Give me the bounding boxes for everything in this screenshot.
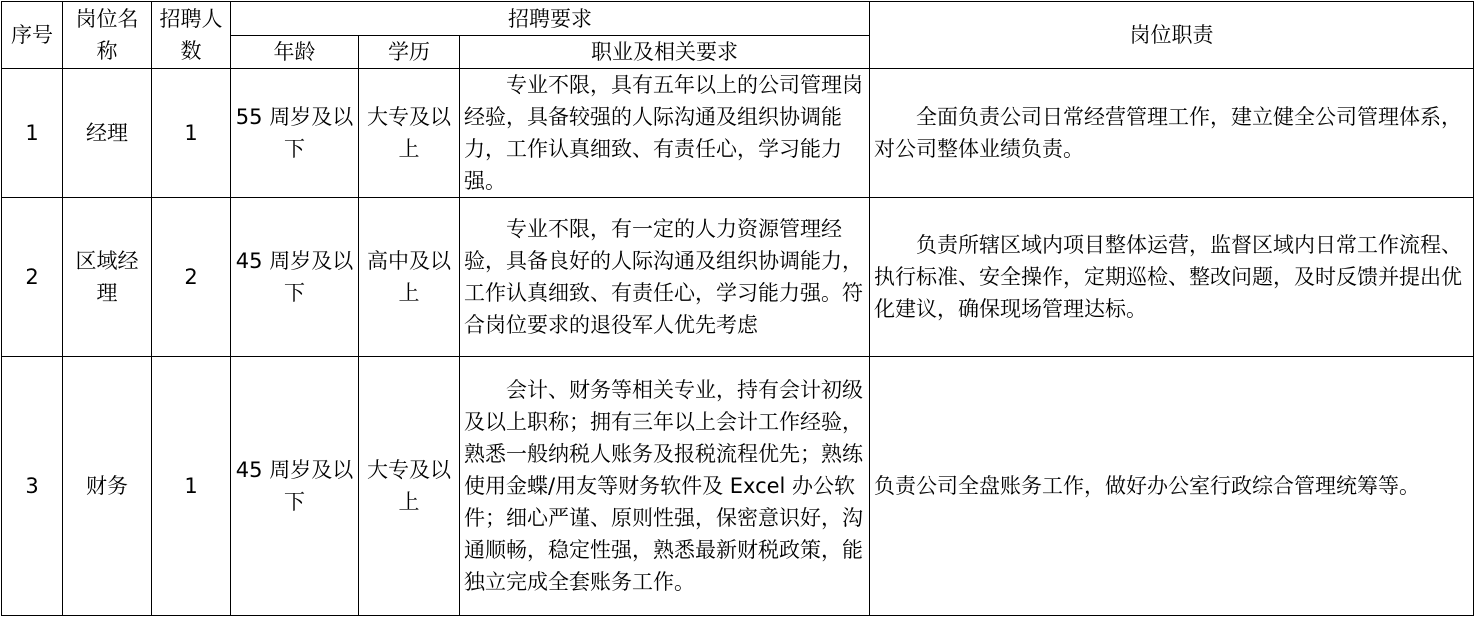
row-age: 55 周岁及以下 xyxy=(231,69,359,198)
table-row xyxy=(2,198,1474,357)
header-age: 年龄 xyxy=(231,36,359,69)
row-count: 1 xyxy=(152,357,231,616)
row-index: 3 xyxy=(2,357,63,616)
header-position: 岗位名称 xyxy=(63,2,152,69)
header-count: 招聘人数 xyxy=(152,2,231,69)
recruitment-table xyxy=(1,1,1474,616)
header-education: 学历 xyxy=(359,36,460,69)
row-index: 2 xyxy=(2,198,63,357)
row-position: 财务 xyxy=(63,357,152,616)
row-qualifications: 专业不限，有一定的人力资源管理经验，具备良好的人际沟通及组织协调能力，工作认真细致、有责任心，学习能力强。符合岗位要求的退役军人优先考虑 xyxy=(460,198,870,357)
row-duties: 负责公司全盘账务工作，做好办公室行政综合管理统筹等。 xyxy=(870,357,1474,616)
row-index: 1 xyxy=(2,69,63,198)
header-index: 序号 xyxy=(2,2,63,69)
row-duties: 全面负责公司日常经营管理工作，建立健全公司管理体系，对公司整体业绩负责。 xyxy=(870,69,1474,198)
row-qualifications: 专业不限，具有五年以上的公司管理岗经验，具备较强的人际沟通及组织协调能力，工作认真细致、有责任心，学习能力强。 xyxy=(460,69,870,198)
row-duties: 负责所辖区域内项目整体运营，监督区域内日常工作流程、执行标准、安全操作，定期巡检、整改问题，及时反馈并提出优化建议，确保现场管理达标。 xyxy=(870,198,1474,357)
header-duties: 岗位职责 xyxy=(870,2,1474,69)
row-position: 经理 xyxy=(63,69,152,198)
table-row xyxy=(2,357,1474,616)
table-row xyxy=(2,69,1474,198)
row-age: 45 周岁及以下 xyxy=(231,198,359,357)
header-qualifications: 职业及相关要求 xyxy=(460,36,870,69)
row-age: 45 周岁及以下 xyxy=(231,357,359,616)
row-qualifications: 会计、财务等相关专业，持有会计初级及以上职称；拥有三年以上会计工作经验，熟悉一般纳税人账务及报税流程优先；熟练使用金蝶/用友等财务软件及 Excel 办公软件；细心严谨、原则性强，保密意识好，沟通顺畅，稳定性强，熟悉最新财税政策，能独立完成全套账务工作。 xyxy=(460,357,870,616)
header-requirements-group: 招聘要求 xyxy=(231,2,870,36)
row-count: 1 xyxy=(152,69,231,198)
row-count: 2 xyxy=(152,198,231,357)
row-education: 大专及以上 xyxy=(359,69,460,198)
row-position: 区域经理 xyxy=(63,198,152,357)
header-row-top xyxy=(2,2,1474,36)
row-education: 高中及以上 xyxy=(359,198,460,357)
row-education: 大专及以上 xyxy=(359,357,460,616)
